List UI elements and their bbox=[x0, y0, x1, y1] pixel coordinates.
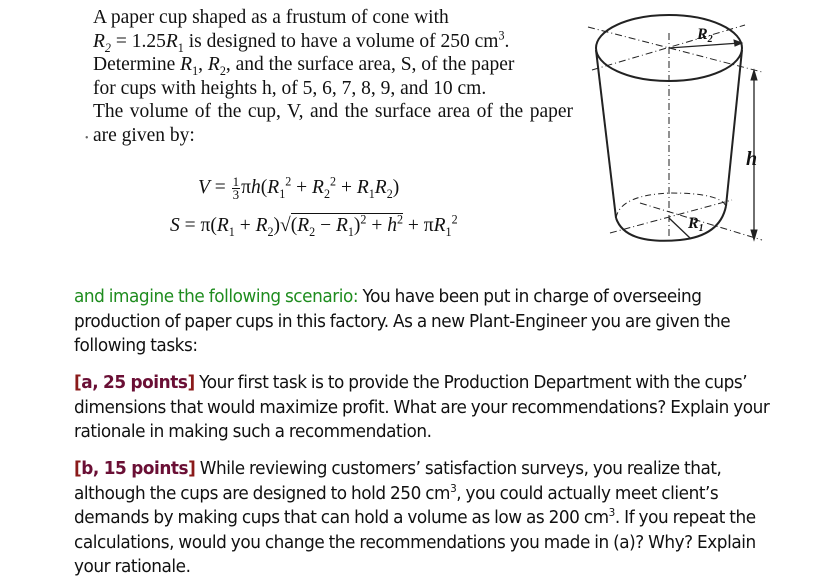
cube-sup: 3 bbox=[498, 28, 505, 42]
scenario-lead-in: and imagine the following scenario: bbox=[74, 287, 359, 307]
height-label: h bbox=[746, 148, 758, 170]
task-b-text-3: . If you repeat the calculations, would you change the recommendations you made in (a)? Why? Explain your rationale. bbox=[74, 508, 756, 577]
ratio-equation: $R_2$ bbox=[93, 30, 111, 55]
intro-line-5: for cups with heights h, of 5, 6, 7, 8, 9, and 10 cm. bbox=[93, 77, 487, 99]
problem-paragraph: A paper cup shaped as a frustum of cone with $R_2 = 1.25R_1$ is designed to have a volume of 250 $cm^3$. Determine $R_1$, $R_2$, and the surface area, S, of the paper for cups with heights h, of 5, 6, 7, 8, 9, and 10 cm. The volume of the cup, V, and the surface area of the paper are given by: bbox=[93, 7, 573, 146]
task-a-text: Your first task is to provide the Production Department with the cups’ dimensions that would maximize profit. What are your recommendations? Explain your rationale in making such a recommendation. bbox=[74, 373, 770, 442]
task-b-text-2: , you could actually meet client’s demands by making cups that can hold a volume as low as 200 cm bbox=[74, 483, 719, 528]
r2-label: R2 bbox=[697, 26, 713, 45]
intro-line-1: A paper cup shaped as a frustum of cone with bbox=[93, 7, 449, 28]
scenario-text: You have been put in charge of overseeing production of paper cups in this factory. As a new Plant-Engineer you are given the following tasks: bbox=[74, 287, 731, 356]
scenario-paragraph bbox=[74, 285, 772, 359]
task-a-label: [a, 25 points] bbox=[74, 373, 195, 393]
r1-label: R1 bbox=[688, 215, 704, 234]
task-a bbox=[74, 371, 772, 445]
cube-sup: 3 bbox=[450, 481, 457, 495]
task-b-text-1: While reviewing customers’ satisfaction surveys, you realize that, although the cups are designed to hold 250 cm bbox=[74, 459, 722, 504]
intro-line-3: Determine bbox=[93, 54, 176, 75]
sqrt-bar: $(R_2 - R_1)^2 + h^2$ bbox=[290, 212, 404, 239]
volume-formula: V = $\frac{1}{3}$ $\pi h(R_1^2 + R_2^2 + R_1R_2)$ bbox=[198, 174, 400, 202]
frustum-cup-diagram bbox=[580, 0, 817, 260]
textbook-problem bbox=[85, 6, 573, 147]
intro-line-2: is designed to have a volume of 250 cm bbox=[188, 30, 499, 52]
bullet-dot: • bbox=[85, 133, 89, 144]
surface-formula: $S = \pi(R_1 + R_2)√(R_2 - R_1)^2 + h^2 + \pi R_1^2$ bbox=[170, 212, 458, 239]
cube-sup: 3 bbox=[608, 506, 615, 520]
one-third-fraction: $\frac{1}{3}$ bbox=[232, 174, 240, 202]
intro-line-4: and the surface area, S, of the paper bbox=[235, 54, 515, 75]
task-b-label: [b, 15 points] bbox=[74, 459, 196, 479]
formula-intro: The volume of the cup, V, and the surface area of the paper are given by: bbox=[93, 101, 573, 146]
task-b bbox=[74, 457, 772, 580]
